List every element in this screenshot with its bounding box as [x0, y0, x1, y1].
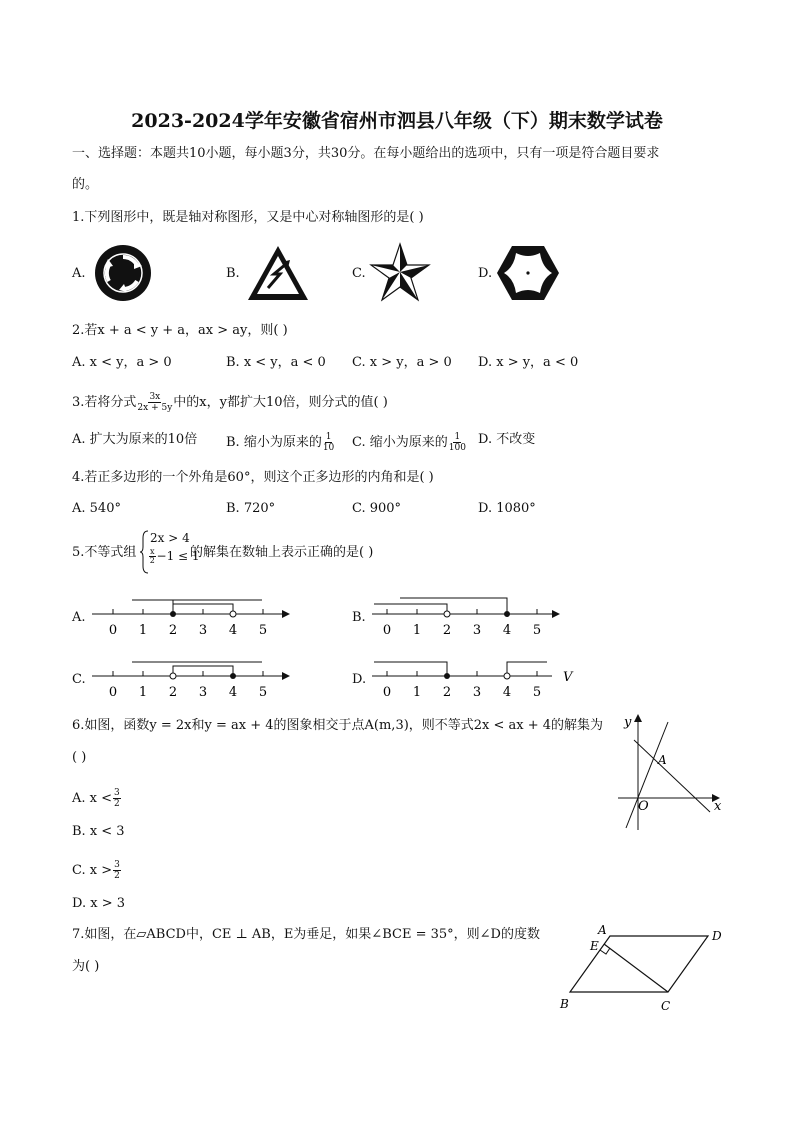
q6-option-c-text: C. x >: [72, 863, 113, 878]
graph-y-label: y: [624, 715, 632, 730]
q3-stem-b: 中的x，y都扩大10倍，则分式的值( ): [173, 395, 388, 410]
q1-option-a-label: A.: [72, 266, 86, 281]
vertex-d-label: D: [712, 929, 722, 943]
q3-option-c-den: 100: [448, 443, 466, 453]
number-line-a: [92, 594, 292, 644]
q1-option-d-label: D.: [478, 266, 493, 281]
q3-option-b: [226, 432, 335, 453]
tick-label: 3: [198, 623, 208, 638]
q3-stem: [72, 392, 388, 413]
q5-option-b-label: B.: [352, 610, 366, 625]
q3-option-c-text: C. 缩小为原来的: [352, 435, 448, 450]
section-instructions-line1: 一、选择题：本题共10小题，每小题3分，共30分。在每小题给出的选项中，只有一项是符合题目要求: [72, 146, 660, 161]
q5-sys-line2-rest: −1 ≤ 1: [156, 549, 200, 563]
q7-parallelogram-figure: [558, 920, 728, 1016]
q6-paren: ( ): [72, 750, 87, 765]
q3-option-b-den: 10: [322, 443, 335, 453]
q3-option-c-num: 1: [454, 432, 461, 442]
tick-label: 4: [502, 685, 512, 700]
tick-label: 2: [442, 685, 452, 700]
point-e-label: E: [590, 939, 599, 953]
q6-option-a-num: 3: [114, 788, 120, 798]
tick-label: 2: [442, 623, 452, 638]
q3-option-a: A. 扩大为原来的10倍: [72, 432, 198, 447]
q4-option-c: C. 900°: [352, 501, 402, 516]
q6-option-b: B. x < 3: [72, 824, 125, 839]
graph-origin-label: O: [638, 799, 649, 814]
q5-option-d-label: D.: [352, 672, 367, 687]
q6-option-c-fraction: [113, 860, 121, 881]
q5-stem-a: 5.不等式组: [72, 545, 137, 560]
q6-stem: 6.如图，函数y = 2x和y = ax + 4的图象相交于点A(m,3)，则不等式2x < ax + 4的解集为: [72, 718, 604, 733]
tick-label: 1: [138, 623, 148, 638]
q5-stem-b: 的解集在数轴上表示正确的是( ): [190, 545, 374, 560]
q4-option-b: B. 720°: [226, 501, 276, 516]
q3-frac-den: 2x + 5y: [137, 403, 173, 413]
hexagon-figure: [496, 244, 560, 302]
triangle-warning-sign-figure: [246, 244, 310, 302]
q5-option-a-label: A.: [72, 610, 86, 625]
vertex-c-label: C: [661, 999, 671, 1013]
tick-label: 4: [228, 685, 238, 700]
tick-label: 5: [532, 623, 542, 638]
axis-end-label: V: [563, 670, 573, 685]
graph-x-label: x: [714, 799, 722, 814]
section-instructions-line2: 的。: [72, 177, 99, 192]
q2-option-d: D. x > y，a < 0: [478, 355, 579, 370]
q5-system-line1: 2x > 4: [150, 531, 190, 545]
tick-label: 0: [108, 623, 118, 638]
q6-option-c-den: 2: [114, 871, 120, 881]
tick-label: 2: [168, 685, 178, 700]
tick-label: 1: [138, 685, 148, 700]
q5-option-c-label: C.: [72, 672, 86, 687]
tick-label: 5: [532, 685, 542, 700]
q2-stem: 2.若x + a < y + a，ax > ay，则( ): [72, 323, 288, 338]
q6-option-a-den: 2: [114, 799, 120, 809]
tick-label: 5: [258, 623, 268, 638]
tick-label: 0: [382, 623, 392, 638]
vertex-a-label: A: [598, 923, 607, 937]
q1-stem: 1.下列图形中，既是轴对称图形，又是中心对称轴图形的是( ): [72, 210, 424, 225]
q6-option-a-fraction: [113, 788, 121, 809]
graph-point-a-label: A: [658, 753, 667, 767]
vertex-b-label: B: [560, 997, 569, 1011]
q3-option-c: [352, 432, 467, 453]
q3-option-b-num: 1: [325, 432, 332, 442]
tick-label: 3: [472, 623, 482, 638]
tick-label: 5: [258, 685, 268, 700]
q6-function-graph: [618, 712, 728, 832]
page-title: 2023-2024学年安徽省宿州市泗县八年级（下）期末数学试卷: [131, 110, 663, 132]
q6-option-d: D. x > 3: [72, 896, 125, 911]
q1-option-c-label: C.: [352, 266, 366, 281]
tick-label: 2: [168, 623, 178, 638]
tick-label: 0: [382, 685, 392, 700]
q7-stem: 7.如图，在▱ABCD中，CE ⊥ AB，E为垂足，如果∠BCE = 35°，则∠D的度数: [72, 927, 540, 942]
q3-option-b-text: B. 缩小为原来的: [226, 435, 322, 450]
q2-option-b: B. x < y，a < 0: [226, 355, 326, 370]
q4-option-d: D. 1080°: [478, 501, 536, 516]
q4-option-a: A. 540°: [72, 501, 121, 516]
q2-option-c: C. x > y，a > 0: [352, 355, 452, 370]
q6-option-a-text: A. x <: [72, 791, 113, 806]
five-point-star-figure: [368, 242, 432, 304]
tick-label: 4: [502, 623, 512, 638]
tick-label: 1: [412, 623, 422, 638]
q4-stem: 4.若正多边形的一个外角是60°，则这个正多边形的内角和是( ): [72, 470, 434, 485]
q6-option-c-num: 3: [114, 860, 120, 870]
q3-frac-num: 3x: [149, 392, 161, 402]
q6-option-c: [72, 860, 122, 881]
q6-option-a: [72, 788, 122, 809]
tick-label: 4: [228, 623, 238, 638]
q3-option-b-fraction: [323, 432, 334, 453]
q3-fraction: [137, 392, 172, 413]
tick-label: 1: [412, 685, 422, 700]
q1-option-b-label: B.: [226, 266, 240, 281]
q3-option-d: D. 不改变: [478, 432, 536, 447]
tick-label: 0: [108, 685, 118, 700]
number-line-d: [372, 656, 572, 706]
q3-stem-a: 3.若将分式: [72, 395, 137, 410]
tick-label: 3: [472, 685, 482, 700]
q5-sys-frac-den: 2: [149, 556, 155, 565]
number-line-b: [372, 594, 572, 644]
q3-option-c-fraction: [449, 432, 466, 453]
tick-label: 3: [198, 685, 208, 700]
q2-option-a: A. x < y，a > 0: [72, 355, 172, 370]
q7-stem-line2: 为( ): [72, 959, 100, 974]
roundabout-sign-figure: [94, 244, 152, 302]
q5-sys-frac-num: x: [150, 547, 155, 556]
number-line-c: [92, 656, 292, 706]
q5-system-fraction: [149, 548, 156, 565]
